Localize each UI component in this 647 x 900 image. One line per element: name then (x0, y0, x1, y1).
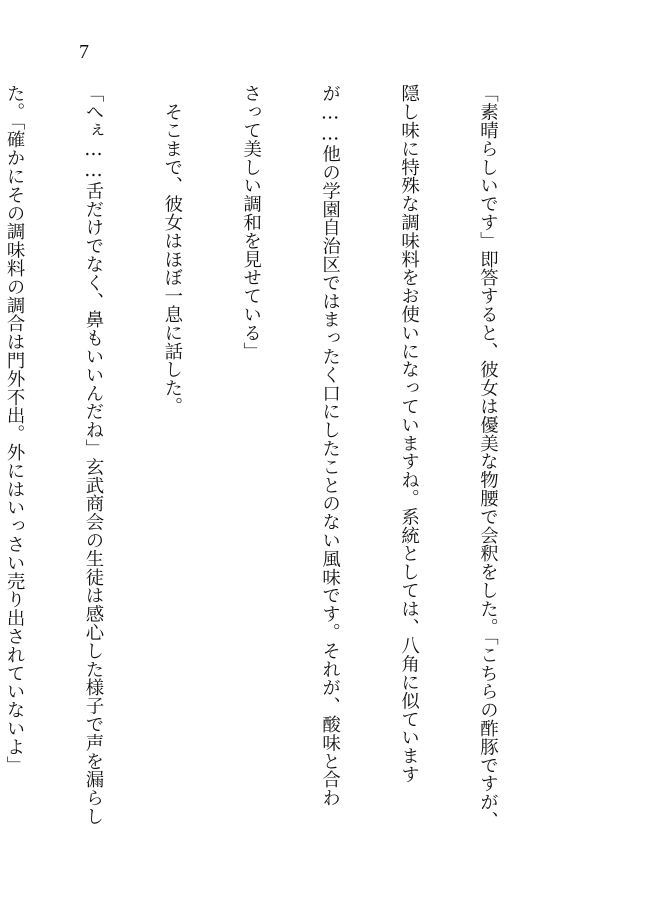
text-line: が……他の学園自治区ではまったく口にしたことのない風味です。それが、酸味と合わ (319, 84, 341, 807)
body-text (0, 84, 553, 844)
text-line: 隠し味に特殊な調味料をお使いになっていますね。系統としては、八角に似ています (398, 84, 420, 784)
text-line: た。「確かにその調味料の調合は門外不出。外にはいっさい売り出されていないよ」 (4, 84, 26, 774)
text-line: さって美しい調和を見せている」 (240, 84, 262, 360)
page-number: 7 (79, 41, 89, 63)
text-line: 「素晴らしいです」即答すると、彼女は優美な物腰で会釈をした。「こちらの酢豚ですが、 (477, 84, 499, 830)
text-line: 「へぇ……舌だけでなく、鼻もいいんだね」玄武商会の生徒は感心した様子で声を漏らし (82, 84, 104, 826)
text-line: そこまで、彼女はほぼ一息に話した。 (161, 84, 183, 416)
